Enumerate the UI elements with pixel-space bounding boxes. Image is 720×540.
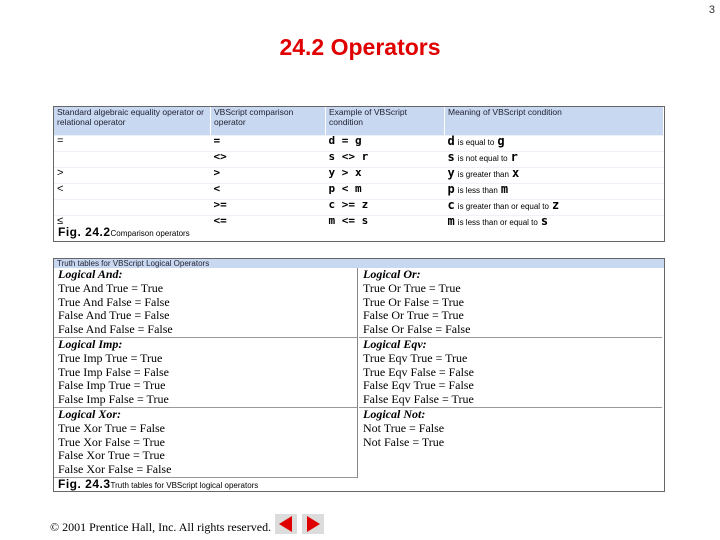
meaning-var2: z: [552, 198, 560, 212]
truth-table-xor: [54, 408, 357, 478]
meaning-var: y: [447, 166, 455, 180]
figure-number: Fig. 24.2: [58, 225, 111, 239]
truth-table-imp: [54, 338, 357, 408]
section-title: Logical And:: [58, 267, 123, 281]
meaning-var: s: [447, 150, 455, 164]
truth-line: True And True = True: [58, 280, 164, 295]
meaning-var: c: [447, 198, 455, 212]
truth-line: True Imp True = True: [58, 350, 163, 365]
std-op: >: [54, 168, 211, 184]
example: m <= s: [326, 216, 445, 232]
truth-tables-header: Truth tables for VBScript Logical Operators: [54, 259, 664, 268]
figure-caption-text: Comparison operators: [110, 229, 190, 238]
std-op: =: [54, 136, 211, 152]
std-op: <: [54, 184, 211, 200]
figure-caption: [58, 225, 190, 239]
figure-caption: [58, 477, 258, 491]
section-title: Logical Eqv:: [363, 336, 427, 351]
vb-op: <=: [211, 216, 326, 232]
section-title: Logical Not:: [363, 406, 426, 421]
table-header-row: [54, 107, 664, 136]
next-slide-button[interactable]: [302, 514, 324, 534]
example: c >= z: [326, 200, 445, 216]
truth-line: True Or False = True: [363, 294, 465, 309]
truth-line: False Imp True = True: [58, 378, 166, 393]
copyright-footer: © 2001 Prentice Hall, Inc. All rights reserved.: [50, 520, 272, 534]
std-op: ≤: [54, 216, 211, 232]
truth-table-eqv: [359, 338, 662, 408]
truth-line: False And False = False: [58, 322, 173, 337]
vb-op: <: [211, 184, 326, 200]
meaning: [445, 216, 664, 232]
truth-line: True Eqv False = False: [363, 364, 474, 379]
meaning: [445, 200, 664, 216]
meaning-text: is not equal to: [457, 154, 508, 163]
vb-op: >=: [211, 200, 326, 216]
section-title: Logical Xor:: [58, 406, 121, 421]
meaning-var2: x: [512, 166, 520, 180]
truth-line: False Eqv True = False: [363, 378, 474, 393]
header-meaning: Meaning of VBScript condition: [445, 107, 664, 136]
section-title: Logical Or:: [363, 267, 421, 281]
meaning: [445, 168, 664, 184]
meaning-var: p: [447, 182, 455, 196]
slide-title: 24.2 Operators: [279, 34, 441, 60]
previous-slide-button[interactable]: [275, 514, 297, 534]
truth-line: True Xor False = True: [58, 434, 166, 449]
truth-line: True Or True = True: [363, 280, 461, 295]
meaning-text: is greater than or equal to: [457, 202, 549, 211]
meaning-var: d: [447, 134, 455, 148]
meaning-var2: m: [500, 182, 509, 196]
truth-table-not: [359, 408, 662, 449]
truth-line: True Eqv True = True: [363, 350, 468, 365]
truth-line: Not False = True: [363, 434, 445, 449]
example: p < m: [326, 184, 445, 200]
meaning-var2: r: [510, 150, 518, 164]
example: y > x: [326, 168, 445, 184]
header-standard: Standard algebraic equality operator or relational operator: [54, 107, 211, 136]
meaning-var2: s: [540, 214, 549, 228]
meaning: [445, 152, 664, 168]
truth-tables-right-column: [359, 268, 662, 449]
meaning-text: is less than: [457, 186, 498, 195]
truth-line: False Imp False = True: [58, 392, 169, 407]
std-op: [54, 152, 211, 168]
header-vbscript: VBScript comparison operator: [211, 107, 326, 136]
truth-table-and: [54, 268, 357, 338]
section-title: Logical Imp:: [58, 336, 123, 351]
truth-line: False And True = False: [58, 308, 170, 323]
example: d = g: [326, 136, 445, 152]
truth-line: True And False = False: [58, 294, 170, 309]
example: s <> r: [326, 152, 445, 168]
left-triangle-icon: [279, 516, 292, 532]
header-example: Example of VBScript condition: [326, 107, 445, 136]
meaning-text: is greater than: [457, 170, 509, 179]
comparison-operators-figure: [53, 106, 665, 242]
vb-op: <>: [211, 152, 326, 168]
comparison-operators-table: [54, 107, 664, 231]
truth-table-or: [359, 268, 662, 338]
std-op: [54, 200, 211, 216]
right-triangle-icon: [307, 516, 320, 532]
page-number: 3: [708, 4, 715, 16]
figure-number: Fig. 24.3: [58, 477, 111, 491]
meaning-var2: g: [497, 134, 505, 148]
truth-line: True Xor True = False: [58, 420, 166, 435]
meaning: [445, 136, 664, 152]
vb-op: =: [211, 136, 326, 152]
truth-line: False Or True = True: [363, 308, 464, 323]
truth-line: Not True = False: [363, 420, 445, 435]
figure-caption-text: Truth tables for VBScript logical operators: [110, 481, 259, 490]
vb-op: >: [211, 168, 326, 184]
truth-tables-left-column: [54, 268, 358, 478]
truth-line: False Or False = False: [363, 322, 471, 337]
truth-line: False Xor False = False: [58, 462, 172, 477]
truth-line: True Imp False = False: [58, 364, 169, 379]
truth-line: False Eqv False = True: [363, 392, 474, 407]
truth-line: False Xor True = True: [58, 448, 165, 463]
truth-tables-figure: [53, 258, 665, 492]
meaning-var: m: [447, 214, 455, 228]
meaning-text: is less than or equal to: [457, 218, 538, 227]
meaning-text: is equal to: [457, 138, 495, 147]
